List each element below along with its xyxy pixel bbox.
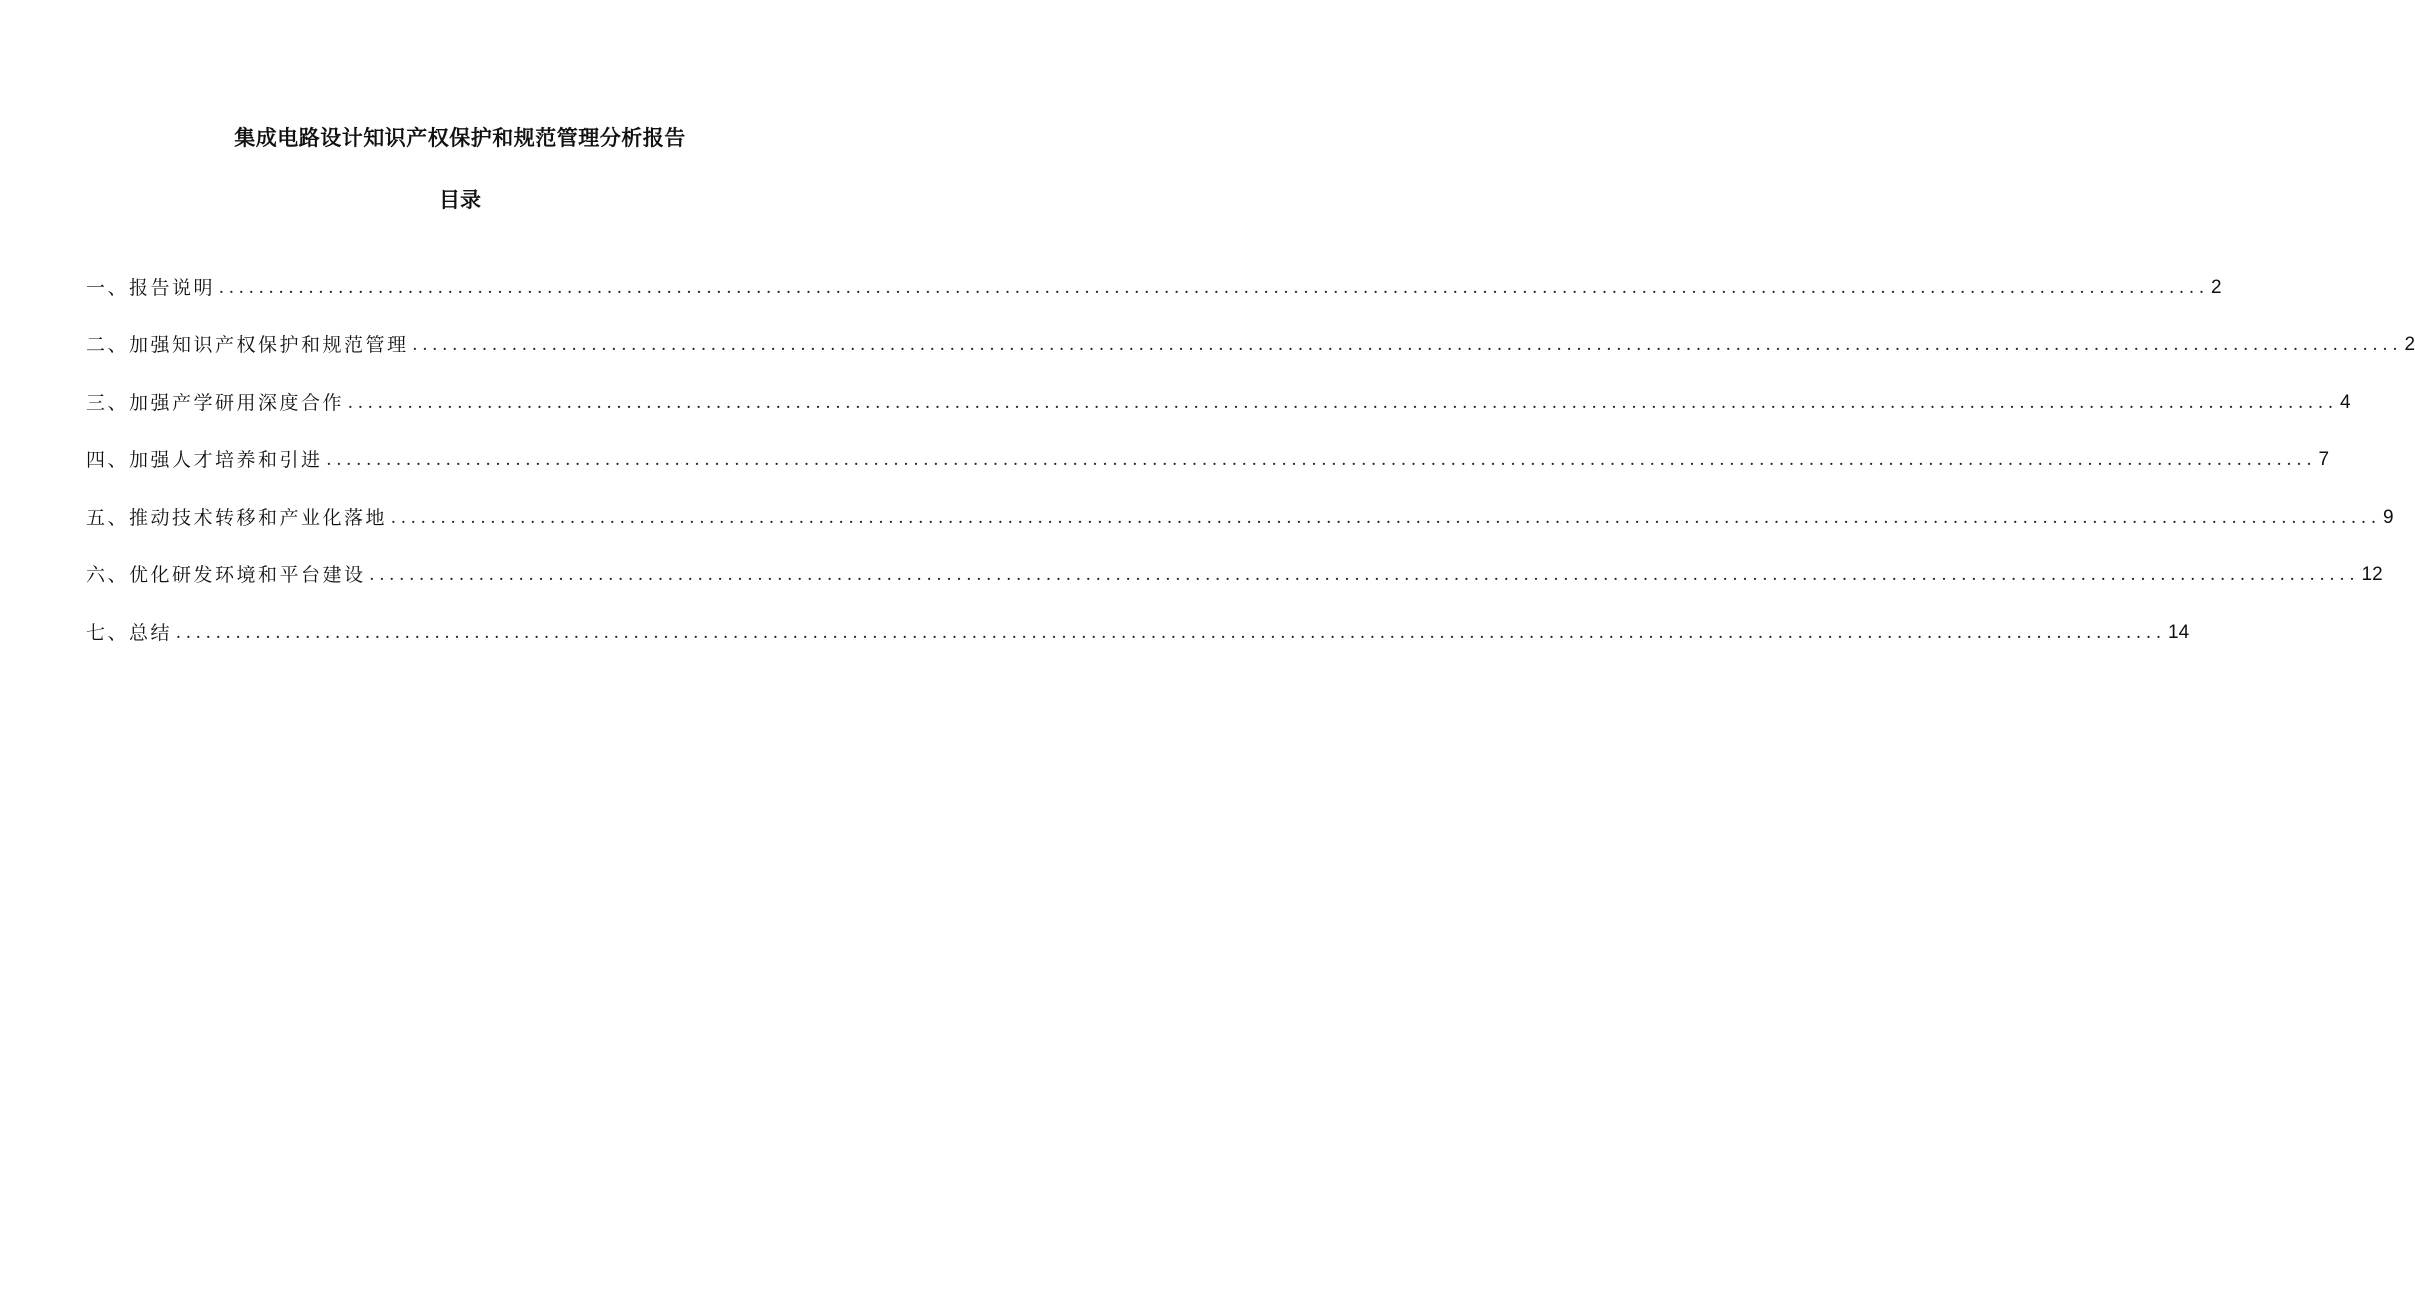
toc-heading: 目录 (439, 188, 481, 212)
toc-entry-label: 六、优化研发环境和平台建设 (86, 564, 366, 586)
toc-dot-leader: ........................................................................................................................................................................................................ (176, 621, 2167, 643)
table-of-contents (86, 242, 2415, 645)
toc-entry[interactable] (86, 587, 2190, 645)
toc-dot-leader: ........................................................................................................................................................................................................ (369, 564, 2360, 585)
toc-page-number: 2 (2404, 334, 2415, 355)
toc-entry-label: 二、加强知识产权保护和规范管理 (86, 334, 409, 356)
toc-page-number: 2 (2211, 276, 2222, 298)
toc-dot-leader: ........................................................................................................................................................................................................ (348, 391, 2339, 413)
toc-page-number: 14 (2168, 621, 2190, 643)
toc-entry-label: 一、报告说明 (86, 276, 216, 299)
toc-entry[interactable] (86, 415, 2330, 473)
toc-entry-label: 四、加强人才培养和引进 (86, 449, 323, 471)
toc-page-number: 12 (2361, 564, 2383, 585)
toc-page-number: 9 (2383, 506, 2394, 528)
toc-entry[interactable] (86, 357, 2351, 415)
toc-page-number: 4 (2340, 391, 2351, 413)
toc-dot-leader: ........................................................................................................................................................................................................ (412, 334, 2403, 355)
toc-entry[interactable] (86, 472, 2394, 530)
toc-entry-label: 五、推动技术转移和产业化落地 (86, 506, 388, 529)
toc-dot-leader: ........................................................................................................................................................................................................ (219, 276, 2210, 298)
toc-dot-leader: ........................................................................................................................................................................................................ (391, 506, 2382, 528)
toc-dot-leader: ........................................................................................................................................................................................................ (326, 449, 2317, 470)
document-title: 集成电路设计知识产权保护和规范管理分析报告 (234, 126, 686, 150)
toc-entry-label: 三、加强产学研用深度合作 (86, 391, 345, 414)
toc-entry-label: 七、总结 (86, 621, 173, 644)
toc-entry[interactable] (86, 300, 2415, 358)
toc-entry[interactable] (86, 242, 2222, 300)
toc-entry[interactable] (86, 530, 2383, 588)
toc-page-number: 7 (2318, 449, 2330, 470)
